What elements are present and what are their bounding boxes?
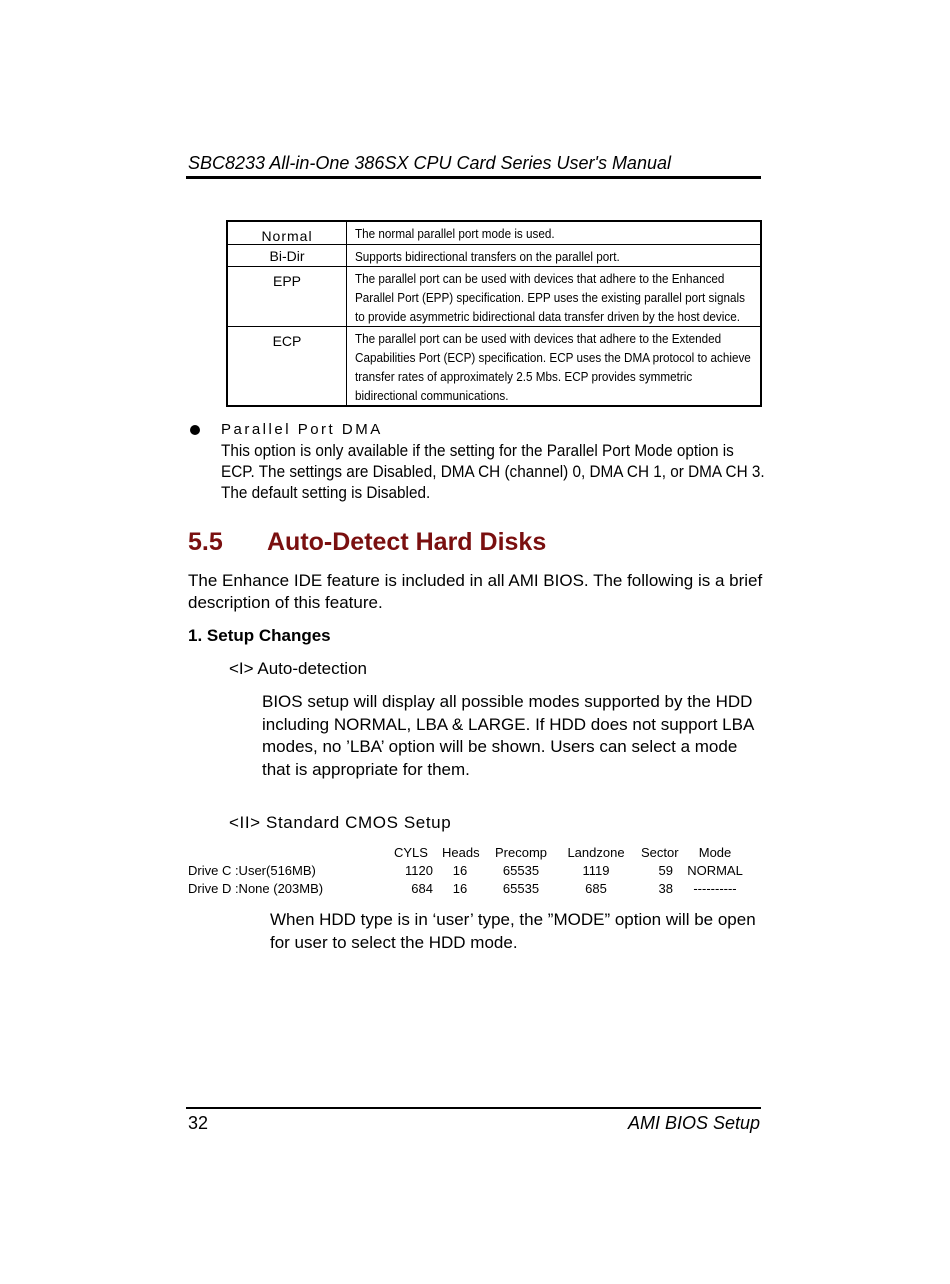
drive-label: Drive D :None (203MB) [188,881,324,896]
mode-description: The parallel port can be used with devices that adhere to the Extended Capabilities Port (ECP) specification. ECP uses the DMA protocol to achieve transfer rates of approximately 2.5 Mbs. ECP provides symmetric bidirectional communications. [355,331,751,403]
mode-value: ---------- [693,881,737,896]
table-row [227,221,761,245]
auto-detection-body: BIOS setup will display all possible modes supported by the HDD including NORMAL, LBA & LARGE. If HDD does not support LBA modes, no ’LBA’ option will be shown. Users can select a mode that is appropriate for them. [262,692,754,779]
mode-description: Supports bidirectional transfers on the parallel port. [355,249,620,264]
heads-value: 16 [452,881,468,896]
column-header: Mode [698,845,732,860]
table-row [227,267,761,327]
heads-value: 16 [452,863,468,878]
section-intro: The Enhance IDE feature is included in all AMI BIOS. The following is a brief description of this feature. [188,571,763,612]
footer-rule [186,1107,761,1109]
column-header: Heads [442,845,480,860]
section-number: 5.5 [188,528,223,556]
mode-description: The parallel port can be used with devices that adhere to the Enhanced Parallel Port (EPP) specification. EPP uses the existing parallel port signals to provide asymmetric bidirectional data transfer driven by the host device. [355,271,745,324]
cyls-value: 684 [411,881,433,896]
cmos-setup-heading: <II> Standard CMOS Setup [229,813,452,832]
table-row [227,245,761,267]
table-row [227,327,761,407]
drive-label: Drive C :User(516MB) [188,863,316,878]
cmos-drive-table [188,845,768,899]
page-number: 32 [188,1113,209,1133]
sector-value: 59 [658,863,673,878]
page-header-title: SBC8233 All-in-One 386SX CPU Card Series User's Manual [188,153,671,173]
column-header: Precomp [494,845,548,860]
precomp-value: 65535 [502,881,540,896]
cmos-header-row [188,845,768,863]
table-row [188,863,768,881]
mode-name: EPP [227,267,347,327]
header-rule [186,176,761,179]
mode-value: NORMAL [687,863,743,878]
section-title: Auto-Detect Hard Disks [267,528,547,556]
dma-heading: Parallel Port DMA [221,421,383,438]
setup-changes-heading: 1. Setup Changes [188,626,331,645]
column-header: CYLS [394,845,428,860]
auto-detection-heading: <I> Auto-detection [229,659,367,678]
parallel-port-mode-table [226,220,762,407]
mode-name: Bi-Dir [227,245,347,267]
closing-paragraph: When HDD type is in ‘user’ type, the ”MODE” option will be open for user to select the HDD mode. [270,910,756,952]
column-header: Sector [641,845,679,860]
mode-name: ECP [227,327,347,407]
table-row [188,881,768,899]
cyls-value: 1120 [405,863,433,878]
bullet-icon [190,425,200,435]
landzone-value: 685 [585,881,607,896]
dma-description: This option is only available if the setting for the Parallel Port Mode option is ECP. The settings are Disabled, DMA CH (channel) 0, DMA CH 1, or DMA CH 3. The default setting is Disabled. [221,441,765,502]
precomp-value: 65535 [502,863,540,878]
column-header: Landzone [567,845,625,860]
mode-description: The normal parallel port mode is used. [355,226,555,241]
landzone-value: 1119 [582,863,610,878]
sector-value: 38 [658,881,673,896]
footer-title: AMI BIOS Setup [627,1113,760,1133]
mode-name: Normal [227,221,347,245]
